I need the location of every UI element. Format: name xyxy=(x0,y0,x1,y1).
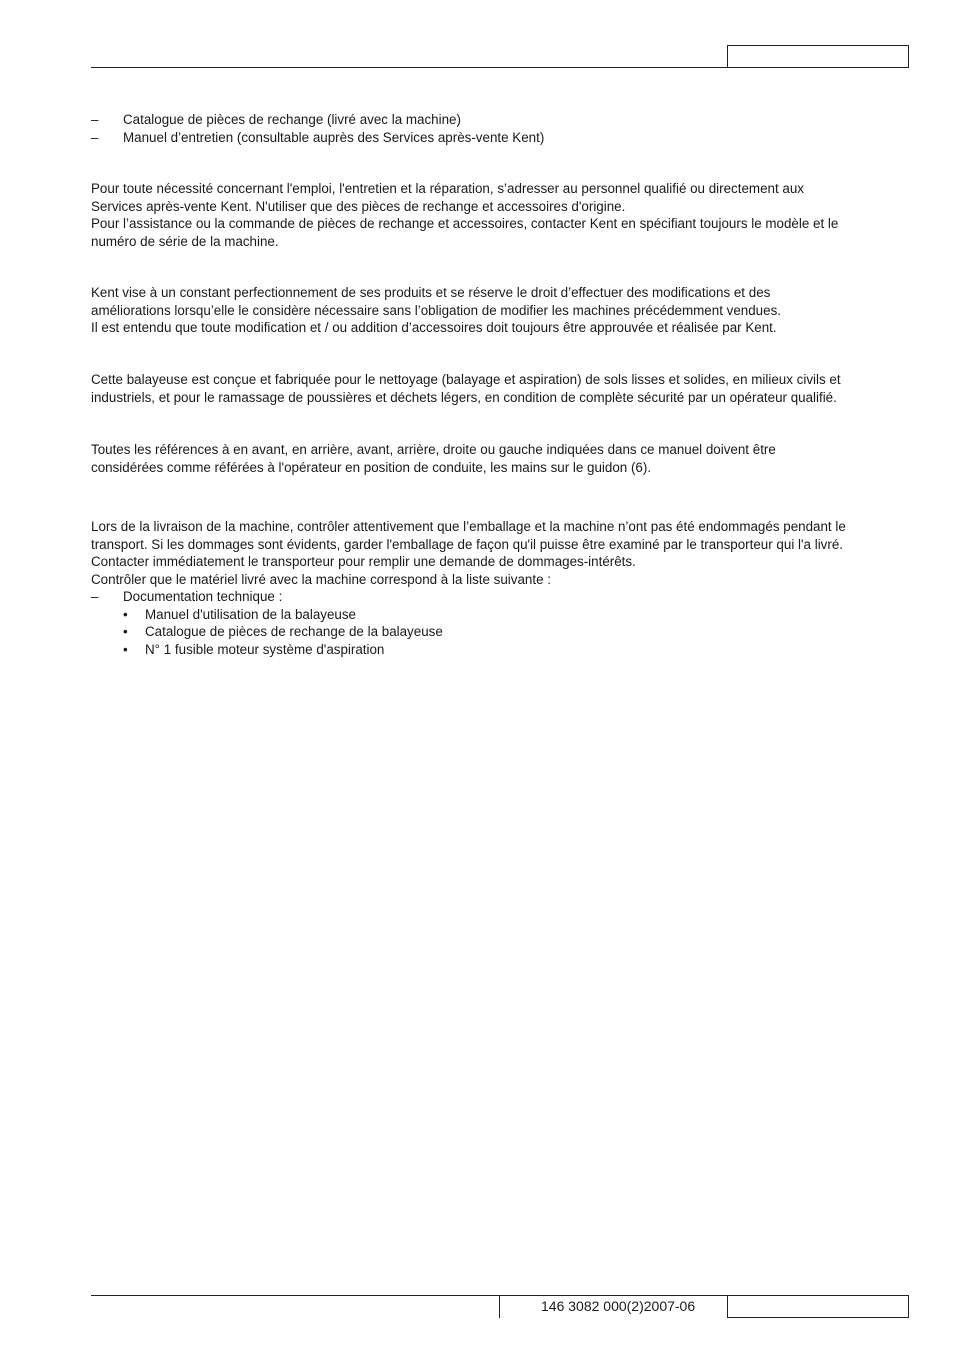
list-item-text: Documentation technique : xyxy=(123,589,283,604)
service-paragraph xyxy=(91,180,911,250)
paragraph-line: Contacter immédiatement le transporteur pour remplir une demande de dommages-intérêts. xyxy=(91,554,636,569)
list-item-text: Manuel d'utilisation de la balayeuse xyxy=(145,606,356,622)
paragraph-line: Pour toute nécessité concernant l'emploi, l'entretien et la réparation, s’adresser au personnel qualifié ou directement aux xyxy=(91,181,804,196)
dash-mark: – xyxy=(91,129,99,145)
paragraph-line: industriels, et pour le ramassage de poussières et déchets légers, en condition de complète sécurité par un opérateur qualifié. xyxy=(91,389,837,405)
modifications-paragraph xyxy=(91,284,911,337)
paragraph-line: Pour l’assistance ou la commande de pièces de rechange et accessoires, contacter Kent en spécifiant toujours le modèle et le xyxy=(91,216,839,231)
paragraph-line: considérées comme référées à l'opérateur en position de conduite, les mains sur le guidon (6). xyxy=(91,459,652,475)
bullet-mark: • xyxy=(123,606,128,622)
paragraph-line: Services après-vente Kent. N'utiliser que des pièces de rechange et accessoires d'origine. xyxy=(91,198,626,214)
bullet-mark: • xyxy=(123,641,128,657)
list-item xyxy=(91,111,911,129)
list-item-text: Manuel d’entretien (consultable auprès des Services après-vente Kent) xyxy=(123,129,545,145)
list-item-text: Catalogue de pièces de rechange de la balayeuse xyxy=(145,624,443,639)
list-item xyxy=(91,606,911,624)
list-item-text: N° 1 fusible moteur système d'aspiration xyxy=(145,641,385,657)
paragraph-line: Contrôler que le matériel livré avec la machine correspond à la liste suivante : xyxy=(91,571,551,587)
delivery-paragraph xyxy=(91,518,911,658)
paragraph-line: améliorations lorsqu’elle le considère nécessaire sans l’obligation de modifier les machines précédemment vendues. xyxy=(91,302,781,318)
paragraph-line: Toutes les références à en avant, en arrière, avant, arrière, droite ou gauche indiquées dans ce manuel doivent être xyxy=(91,442,776,457)
list-item xyxy=(91,623,911,641)
references-list xyxy=(91,111,911,146)
conventions-paragraph xyxy=(91,441,911,476)
footer-page-box xyxy=(727,1295,909,1318)
list-item xyxy=(91,641,911,659)
paragraph-line: numéro de série de la machine. xyxy=(91,233,279,249)
paragraph-line: transport. Si les dommages sont évidents, garder l'emballage de façon qu'il puisse être examiné par le transporteur qui l'a livré. xyxy=(91,536,843,552)
header-page-box xyxy=(727,45,909,68)
list-item xyxy=(91,588,911,606)
list-item xyxy=(91,129,911,147)
paragraph-line: Cette balayeuse est conçue et fabriquée pour le nettoyage (balayage et aspiration) de sols lisses et solides, en milieux civils et xyxy=(91,372,841,387)
bullet-mark: • xyxy=(123,624,128,639)
paragraph-line: Lors de la livraison de la machine, contrôler attentivement que l’emballage et la machine n’ont pas été endommagés pendant le xyxy=(91,519,846,534)
paragraph-line: Il est entendu que toute modification et / ou addition d’accessoires doit toujours être approuvée et réalisée par Kent. xyxy=(91,320,777,335)
dash-mark: – xyxy=(91,589,99,604)
list-item-text: Catalogue de pièces de rechange (livré avec la machine) xyxy=(123,112,461,127)
paragraph-line: Kent vise à un constant perfectionnement de ses produits et se réserve le droit d’effectuer des modifications et des xyxy=(91,285,771,300)
dash-mark: – xyxy=(91,112,99,127)
document-code: 146 3082 000(2)2007-06 xyxy=(541,1298,696,1314)
footer-divider xyxy=(499,1295,500,1318)
usage-paragraph xyxy=(91,371,911,406)
